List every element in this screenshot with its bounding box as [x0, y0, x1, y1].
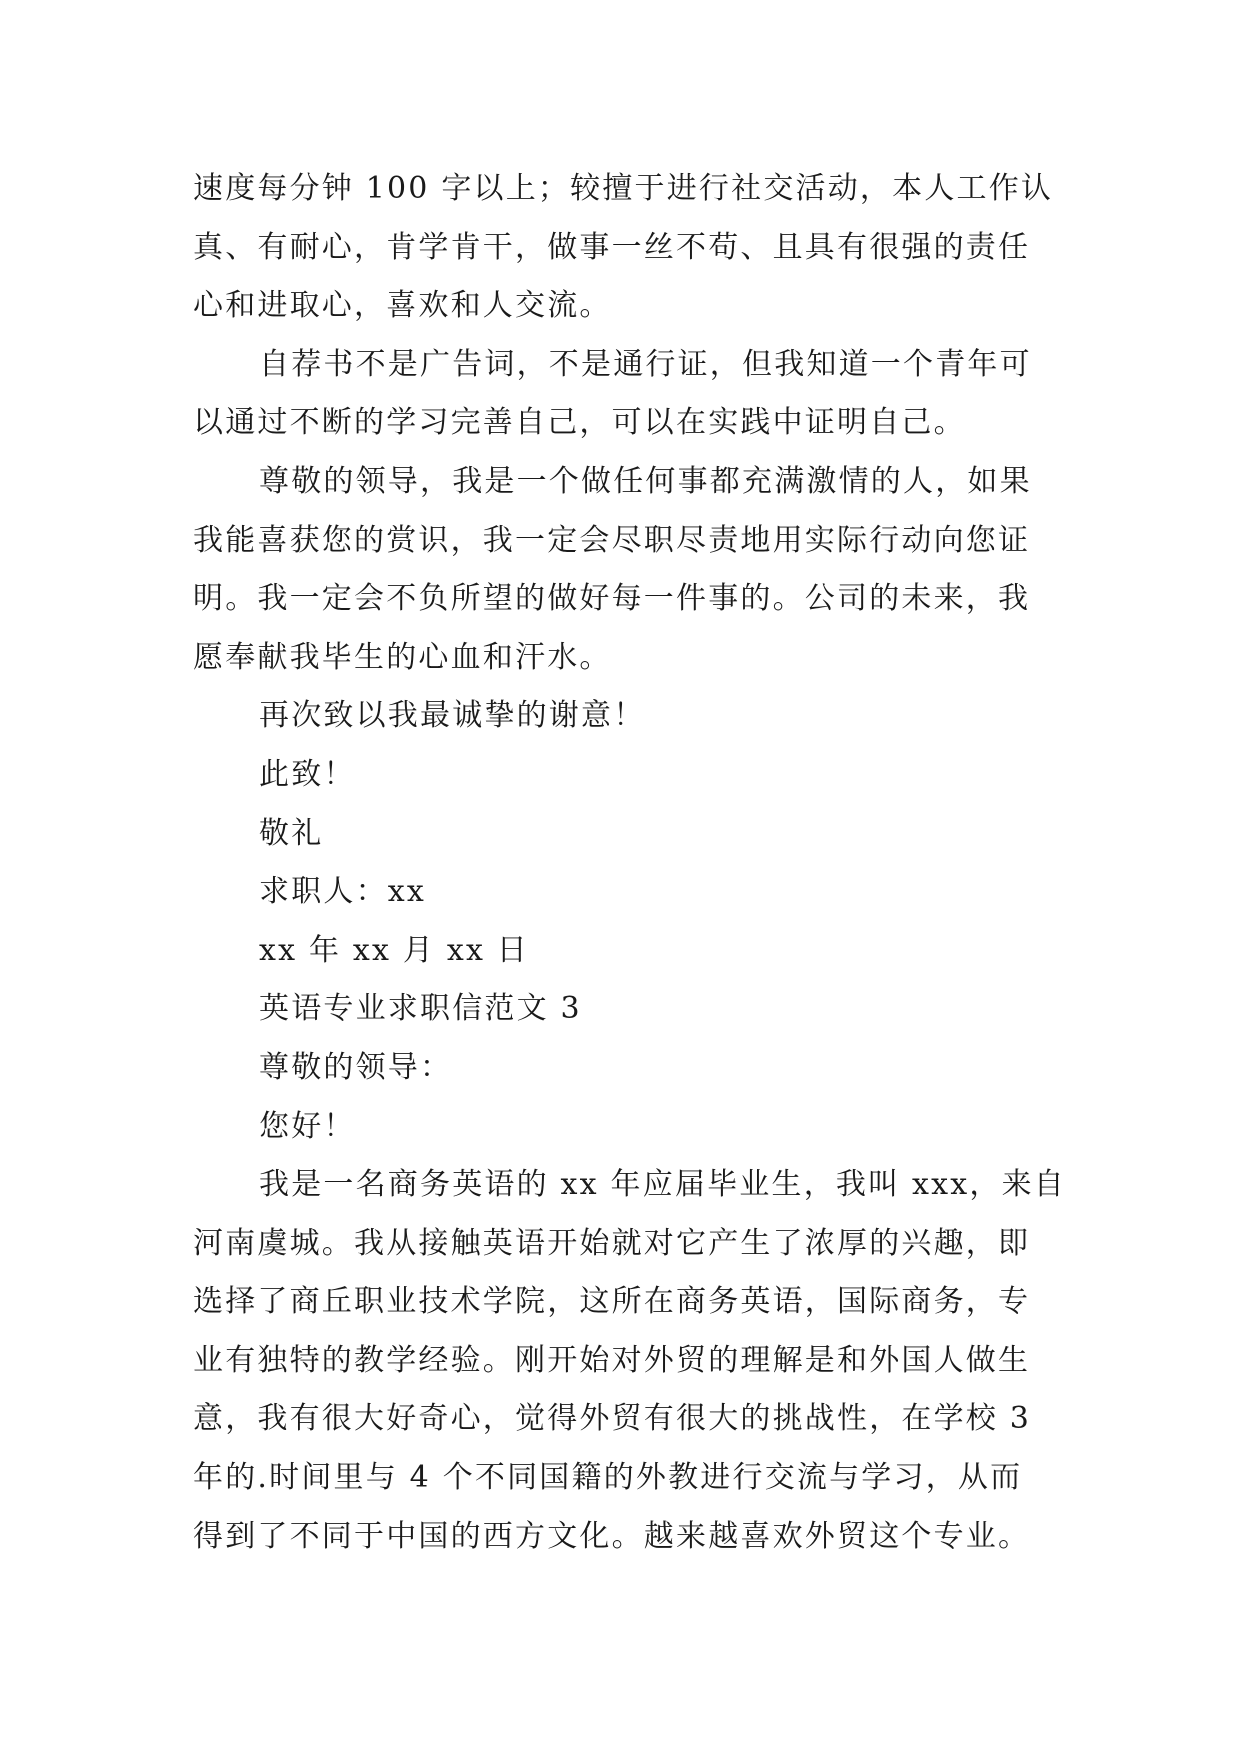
greeting-line: 您好！	[259, 1108, 356, 1144]
text-line: 尊敬的领导，我是一个做任何事都充满激情的人，如果	[259, 463, 1032, 499]
text-line: 我是一名商务英语的 xx 年应届毕业生，我叫 xxx，来自	[259, 1167, 1067, 1203]
text-line: 年的.时间里与 4 个不同国籍的外教进行交流与学习，从而	[193, 1460, 1023, 1496]
salutation-line: 敬礼	[259, 815, 324, 851]
text-line: 明。我一定会不负所望的做好每一件事的。公司的未来，我	[193, 581, 1031, 617]
date-line: xx 年 xx 月 xx 日	[259, 932, 529, 968]
body-text	[193, 160, 1073, 1566]
greeting-line: 尊敬的领导：	[259, 1049, 453, 1085]
text-line: 自荐书不是广告词，不是通行证，但我知道一个青年可	[259, 346, 1032, 382]
text-line: 得到了不同于中国的西方文化。越来越喜欢外贸这个专业。	[193, 1518, 1031, 1554]
text-line: 河南虞城。我从接触英语开始就对它产生了浓厚的兴趣，即	[193, 1225, 1031, 1261]
text-line: 再次致以我最诚挚的谢意！	[259, 698, 646, 734]
text-line: 愿奉献我毕生的心血和汗水。	[193, 639, 612, 675]
text-line: 真、有耐心，肯学肯干，做事一丝不苟、且具有很强的责任	[193, 229, 1031, 265]
text-line: 意，我有很大好奇心，觉得外贸有很大的挑战性，在学校 3	[193, 1401, 1032, 1437]
closing-line: 此致！	[259, 756, 356, 792]
applicant-line: 求职人：xx	[259, 874, 427, 910]
text-line: 业有独特的教学经验。刚开始对外贸的理解是和外国人做生	[193, 1342, 1031, 1378]
text-line: 选择了商丘职业技术学院，这所在商务英语，国际商务，专	[193, 1284, 1031, 1320]
section-title: 英语专业求职信范文 3	[259, 991, 582, 1027]
text-line: 以通过不断的学习完善自己，可以在实践中证明自己。	[193, 405, 966, 441]
text-line: 速度每分钟 100 字以上；较擅于进行社交活动，本人工作认	[193, 171, 1054, 206]
text-line: 心和进取心，喜欢和人交流。	[193, 288, 612, 324]
text-line: 我能喜获您的赏识，我一定会尽职尽责地用实际行动向您证	[193, 522, 1031, 558]
